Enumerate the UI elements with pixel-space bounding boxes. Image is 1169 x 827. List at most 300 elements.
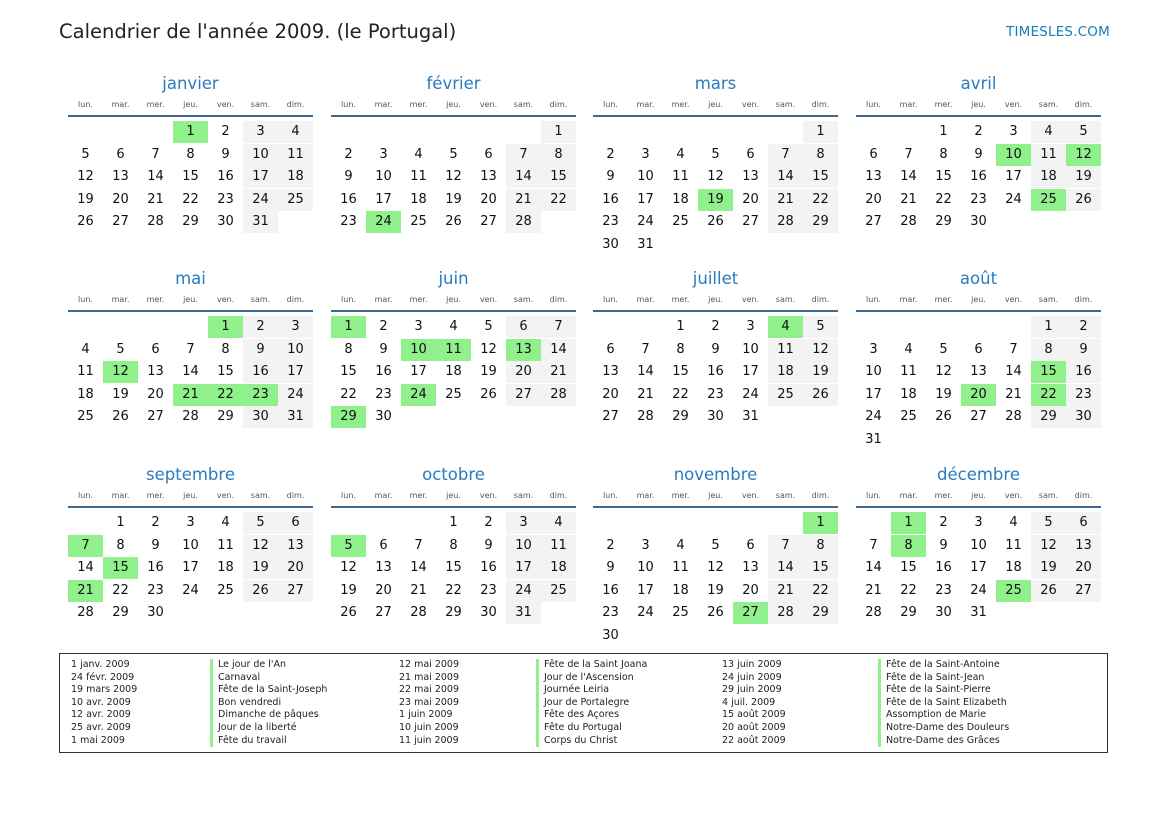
weekday-header (593, 292, 838, 308)
day-cell: 10 (637, 560, 654, 575)
day-cell: 9 (344, 169, 353, 184)
day-cell: 12 (77, 169, 94, 184)
legend-holiday-name: Fête de la Saint Elizabeth (886, 696, 1007, 708)
weekday-label: sam. (513, 491, 534, 500)
day-cell: 9 (151, 537, 160, 553)
day-cell: 21 (1005, 386, 1022, 402)
day-cell: 8 (541, 144, 576, 166)
day-cell: 25 (445, 386, 462, 402)
day-cell: 15 (803, 557, 838, 579)
day-cell: 5 (449, 146, 458, 162)
month-divider (331, 310, 576, 312)
empty-cell (331, 512, 366, 534)
day-cell: 10 (243, 144, 278, 166)
weekday-label: mar. (636, 295, 655, 304)
day-cell: 31 (637, 236, 654, 252)
day-cell: 28 (182, 409, 199, 424)
day-cell: 25 (278, 189, 313, 211)
day-cell: 12 (480, 341, 497, 357)
day-cell: 10 (182, 537, 199, 553)
legend-holiday-name: Notre-Dame des Grâces (886, 734, 1000, 746)
day-cell: 19 (707, 582, 724, 598)
legend-date: 1 janv. 2009 (71, 659, 130, 670)
day-cell: 20 (375, 582, 392, 598)
legend-date: 12 avr. 2009 (71, 709, 131, 721)
day-cell: 28 (541, 384, 576, 406)
day-cell: 6 (746, 146, 755, 162)
day-cell: 18 (217, 560, 234, 575)
weekday-label: ven. (479, 295, 498, 304)
day-cell: 30 (935, 605, 952, 620)
holiday-day-cell: 12 (103, 361, 138, 383)
day-cell: 19 (935, 386, 952, 402)
holiday-day-cell: 19 (698, 189, 733, 211)
weekday-label: jeu. (971, 491, 986, 500)
site-logo[interactable]: TIMESLES.COM (1006, 24, 1110, 40)
day-cell: 5 (116, 341, 125, 357)
day-cell: 15 (541, 166, 576, 188)
holiday-day-cell: 1 (331, 316, 366, 338)
day-cell: 29 (182, 214, 199, 229)
day-cell: 7 (768, 535, 803, 557)
day-cell: 18 (541, 557, 576, 579)
day-cell: 13 (742, 560, 759, 575)
day-cell: 14 (147, 169, 164, 184)
day-cell: 4 (541, 512, 576, 534)
month-calendar (331, 268, 576, 428)
day-cell: 16 (340, 191, 357, 207)
day-cell: 7 (414, 537, 423, 553)
holiday-day-cell: 10 (996, 144, 1031, 166)
day-cell: 19 (112, 386, 129, 402)
legend-date: 10 avr. 2009 (71, 696, 131, 708)
day-cell: 24 (637, 214, 654, 229)
weekday-label: mar. (374, 100, 393, 109)
legend-holiday-name: Fête de la Saint-Jean (886, 671, 985, 683)
day-cell: 22 (182, 191, 199, 207)
weekday-label: sam. (513, 295, 534, 304)
day-cell: 17 (637, 582, 654, 598)
day-cell: 9 (939, 537, 948, 553)
day-cell: 3 (1009, 124, 1018, 139)
day-cell: 24 (742, 386, 759, 402)
day-cell: 8 (186, 146, 195, 162)
legend-date: 4 juil. 2009 (722, 696, 776, 708)
day-cell: 25 (768, 384, 803, 406)
holiday-day-cell: 22 (1031, 384, 1066, 406)
day-cell: 8 (1031, 339, 1066, 361)
weekday-header (331, 488, 576, 504)
day-cell: 29 (112, 605, 129, 620)
day-cell: 5 (711, 537, 720, 553)
day-cell: 26 (935, 409, 952, 424)
day-grid (68, 121, 313, 233)
month-divider (856, 506, 1101, 508)
weekday-label: dim. (811, 295, 830, 304)
month-name: février (426, 74, 481, 93)
day-cell: 18 (278, 166, 313, 188)
holiday-day-cell: 15 (103, 557, 138, 579)
day-cell: 1 (1031, 316, 1066, 338)
weekday-label: dim. (549, 100, 568, 109)
day-cell: 20 (865, 191, 882, 207)
empty-cell (173, 316, 208, 338)
weekday-label: lun. (341, 295, 356, 304)
weekday-label: jeu. (708, 491, 723, 500)
day-cell: 25 (672, 605, 689, 620)
legend-holiday-name: Jour de Portalegre (544, 696, 630, 708)
weekday-label: jeu. (446, 100, 461, 109)
day-cell: 28 (77, 605, 94, 620)
legend-holiday-name: Bon vendredi (218, 696, 282, 708)
day-cell: 17 (742, 364, 759, 379)
day-cell: 3 (414, 319, 423, 334)
day-cell: 17 (243, 166, 278, 188)
weekday-label: sam. (250, 100, 271, 109)
day-cell: 25 (77, 409, 94, 424)
empty-cell (593, 316, 628, 338)
day-cell: 22 (541, 189, 576, 211)
day-cell: 17 (637, 191, 654, 207)
holiday-day-cell: 1 (803, 512, 838, 534)
day-cell: 21 (147, 191, 164, 207)
day-cell: 14 (637, 364, 654, 379)
day-cell: 6 (974, 341, 983, 357)
page-title: Calendrier de l'année 2009. (le Portugal) (59, 20, 457, 43)
day-cell: 11 (541, 535, 576, 557)
weekday-label: sam. (1038, 100, 1059, 109)
weekday-label: mer. (409, 295, 428, 304)
day-cell: 10 (865, 364, 882, 379)
day-cell: 11 (768, 339, 803, 361)
weekday-label: sam. (513, 100, 534, 109)
empty-cell (366, 512, 401, 534)
holiday-day-cell: 25 (996, 580, 1031, 602)
legend-holiday-name: Notre-Dame des Douleurs (886, 721, 1010, 733)
day-cell: 9 (484, 537, 493, 553)
day-cell: 9 (711, 341, 720, 357)
day-cell: 13 (278, 535, 313, 557)
legend-date: 10 juin 2009 (399, 721, 459, 733)
legend-date: 24 juin 2009 (722, 671, 782, 683)
day-cell: 26 (480, 386, 497, 402)
day-cell: 24 (637, 605, 654, 620)
day-cell: 16 (602, 582, 619, 598)
day-cell: 3 (379, 146, 388, 162)
weekday-label: sam. (250, 295, 271, 304)
day-cell: 12 (935, 364, 952, 379)
day-cell: 28 (865, 605, 882, 620)
day-cell: 10 (278, 339, 313, 361)
day-cell: 30 (707, 409, 724, 424)
day-cell: 2 (939, 515, 948, 530)
empty-cell (138, 316, 173, 338)
day-cell: 4 (278, 121, 313, 143)
day-cell: 17 (410, 364, 427, 379)
day-grid (593, 512, 838, 647)
weekday-header (856, 488, 1101, 504)
day-cell: 9 (1066, 339, 1101, 361)
day-cell: 8 (676, 341, 685, 357)
weekday-label: lun. (78, 295, 93, 304)
day-cell: 20 (506, 361, 541, 383)
weekday-label: mer. (671, 491, 690, 500)
day-cell: 24 (970, 582, 987, 598)
empty-cell (891, 316, 926, 338)
month-name: janvier (162, 74, 219, 93)
day-cell: 23 (480, 582, 497, 598)
day-cell: 29 (803, 211, 838, 233)
month-divider (68, 115, 313, 117)
day-cell: 24 (182, 582, 199, 598)
weekday-label: mar. (374, 295, 393, 304)
day-cell: 18 (1031, 166, 1066, 188)
legend-date: 13 juin 2009 (722, 659, 782, 670)
day-cell: 2 (379, 319, 388, 334)
day-cell: 14 (506, 166, 541, 188)
holiday-day-cell: 8 (891, 535, 926, 557)
day-cell: 1 (676, 319, 685, 334)
day-cell: 9 (379, 341, 388, 357)
day-cell: 27 (970, 409, 987, 424)
day-cell: 2 (974, 124, 983, 139)
day-cell: 10 (970, 537, 987, 553)
day-cell: 6 (151, 341, 160, 357)
day-cell: 16 (375, 364, 392, 379)
weekday-label: dim. (1074, 100, 1093, 109)
empty-cell (103, 121, 138, 143)
day-cell: 14 (900, 169, 917, 184)
day-cell: 23 (147, 582, 164, 598)
day-cell: 9 (606, 169, 615, 184)
day-cell: 12 (707, 560, 724, 575)
day-cell: 22 (340, 386, 357, 402)
day-cell: 21 (768, 189, 803, 211)
day-cell: 3 (186, 515, 195, 530)
holiday-day-cell: 1 (173, 121, 208, 143)
empty-cell (331, 121, 366, 143)
weekday-label: ven. (479, 491, 498, 500)
day-cell: 5 (1031, 512, 1066, 534)
holiday-legend (59, 653, 1108, 753)
day-cell: 21 (506, 189, 541, 211)
day-cell: 11 (672, 169, 689, 184)
day-cell: 15 (217, 364, 234, 379)
day-cell: 22 (112, 582, 129, 598)
legend-date: 1 juin 2009 (399, 709, 453, 721)
day-cell: 8 (449, 537, 458, 553)
day-cell: 23 (707, 386, 724, 402)
day-cell: 14 (182, 364, 199, 379)
month-calendar (856, 464, 1101, 624)
day-cell: 18 (1005, 560, 1022, 575)
day-cell: 15 (182, 169, 199, 184)
day-cell: 22 (803, 580, 838, 602)
day-cell: 14 (768, 166, 803, 188)
day-cell: 4 (904, 341, 913, 357)
day-cell: 26 (445, 214, 462, 229)
day-cell: 20 (602, 386, 619, 402)
day-cell: 17 (278, 361, 313, 383)
day-cell: 31 (865, 431, 882, 447)
day-cell: 19 (340, 582, 357, 598)
empty-cell (698, 512, 733, 534)
day-cell: 6 (484, 146, 493, 162)
day-cell: 29 (935, 214, 952, 229)
empty-cell (856, 121, 891, 143)
day-cell: 29 (803, 602, 838, 624)
weekday-label: ven. (1004, 100, 1023, 109)
day-cell: 26 (340, 605, 357, 620)
empty-cell (768, 512, 803, 534)
weekday-label: mer. (409, 491, 428, 500)
empty-cell (68, 121, 103, 143)
weekday-label: dim. (286, 491, 305, 500)
day-cell: 24 (506, 580, 541, 602)
day-cell: 6 (606, 341, 615, 357)
legend-date: 1 mai 2009 (71, 734, 125, 746)
day-cell: 5 (243, 512, 278, 534)
day-cell: 26 (1066, 189, 1101, 211)
weekday-label: ven. (1004, 491, 1023, 500)
day-grid (68, 512, 313, 624)
weekday-label: lun. (603, 100, 618, 109)
day-cell: 7 (904, 146, 913, 162)
month-calendar (856, 73, 1101, 233)
day-cell: 13 (1066, 535, 1101, 557)
holiday-day-cell: 13 (506, 339, 541, 361)
day-cell: 5 (803, 316, 838, 338)
weekday-label: ven. (741, 491, 760, 500)
day-cell: 20 (480, 191, 497, 207)
day-cell: 23 (970, 191, 987, 207)
day-cell: 19 (445, 191, 462, 207)
day-cell: 28 (768, 211, 803, 233)
day-cell: 17 (865, 386, 882, 402)
day-cell: 16 (1066, 361, 1101, 383)
day-cell: 5 (81, 146, 90, 162)
month-calendar (593, 464, 838, 647)
holiday-day-cell: 24 (401, 384, 436, 406)
day-cell: 3 (869, 341, 878, 357)
day-cell: 26 (1031, 580, 1066, 602)
weekday-header (593, 97, 838, 113)
day-cell: 23 (602, 605, 619, 620)
day-cell: 30 (970, 214, 987, 229)
day-cell: 31 (278, 406, 313, 428)
weekday-label: dim. (286, 295, 305, 304)
day-cell: 23 (217, 191, 234, 207)
empty-cell (926, 316, 961, 338)
empty-cell (593, 121, 628, 143)
day-cell: 7 (1009, 341, 1018, 357)
day-cell: 21 (541, 361, 576, 383)
day-cell: 8 (344, 341, 353, 357)
month-divider (331, 506, 576, 508)
day-cell: 6 (278, 512, 313, 534)
day-cell: 1 (541, 121, 576, 143)
day-cell: 14 (768, 557, 803, 579)
day-cell: 21 (865, 582, 882, 598)
day-cell: 18 (77, 386, 94, 402)
empty-cell (68, 512, 103, 534)
day-cell: 5 (939, 341, 948, 357)
month-calendar (331, 73, 576, 233)
day-cell: 24 (243, 189, 278, 211)
day-cell: 22 (900, 582, 917, 598)
day-cell: 13 (147, 364, 164, 379)
day-cell: 11 (672, 560, 689, 575)
weekday-label: dim. (811, 491, 830, 500)
empty-cell (68, 316, 103, 338)
day-cell: 16 (602, 191, 619, 207)
day-cell: 3 (278, 316, 313, 338)
day-cell: 6 (379, 537, 388, 553)
day-cell: 25 (672, 214, 689, 229)
day-cell: 26 (707, 214, 724, 229)
day-cell: 16 (935, 560, 952, 575)
day-cell: 8 (221, 341, 230, 357)
weekday-header (856, 292, 1101, 308)
day-cell: 4 (676, 146, 685, 162)
weekday-label: dim. (286, 100, 305, 109)
empty-cell (663, 512, 698, 534)
day-cell: 20 (112, 191, 129, 207)
day-cell: 8 (803, 144, 838, 166)
empty-cell (628, 316, 663, 338)
day-cell: 28 (768, 602, 803, 624)
day-cell: 27 (480, 214, 497, 229)
day-cell: 23 (1066, 384, 1101, 406)
month-calendar (593, 268, 838, 428)
day-cell: 16 (970, 169, 987, 184)
day-cell: 11 (900, 364, 917, 379)
day-cell: 21 (900, 191, 917, 207)
legend-holiday-name: Jour de l'Ascension (544, 671, 634, 683)
weekday-label: ven. (741, 295, 760, 304)
legend-holiday-name: Fête de la Saint-Joseph (218, 684, 328, 696)
day-cell: 21 (410, 582, 427, 598)
day-cell: 26 (77, 214, 94, 229)
day-cell: 4 (676, 537, 685, 553)
empty-cell (856, 512, 891, 534)
day-cell: 28 (410, 605, 427, 620)
weekday-header (593, 488, 838, 504)
holiday-day-cell: 25 (1031, 189, 1066, 211)
weekday-label: mer. (146, 100, 165, 109)
day-cell: 7 (869, 537, 878, 553)
month-name: août (959, 269, 998, 288)
weekday-label: jeu. (708, 100, 723, 109)
day-cell: 13 (602, 364, 619, 379)
legend-names (536, 659, 647, 747)
month-divider (856, 310, 1101, 312)
weekday-label: jeu. (446, 491, 461, 500)
day-cell: 6 (116, 146, 125, 162)
day-cell: 13 (742, 169, 759, 184)
day-cell: 14 (541, 339, 576, 361)
day-cell: 19 (1066, 166, 1101, 188)
day-cell: 7 (541, 316, 576, 338)
day-cell: 29 (672, 409, 689, 424)
weekday-label: lun. (866, 100, 881, 109)
month-calendar (593, 73, 838, 256)
day-cell: 20 (742, 191, 759, 207)
weekday-label: mar. (111, 491, 130, 500)
day-cell: 18 (410, 191, 427, 207)
day-cell: 22 (672, 386, 689, 402)
legend-date: 12 mai 2009 (399, 659, 460, 670)
